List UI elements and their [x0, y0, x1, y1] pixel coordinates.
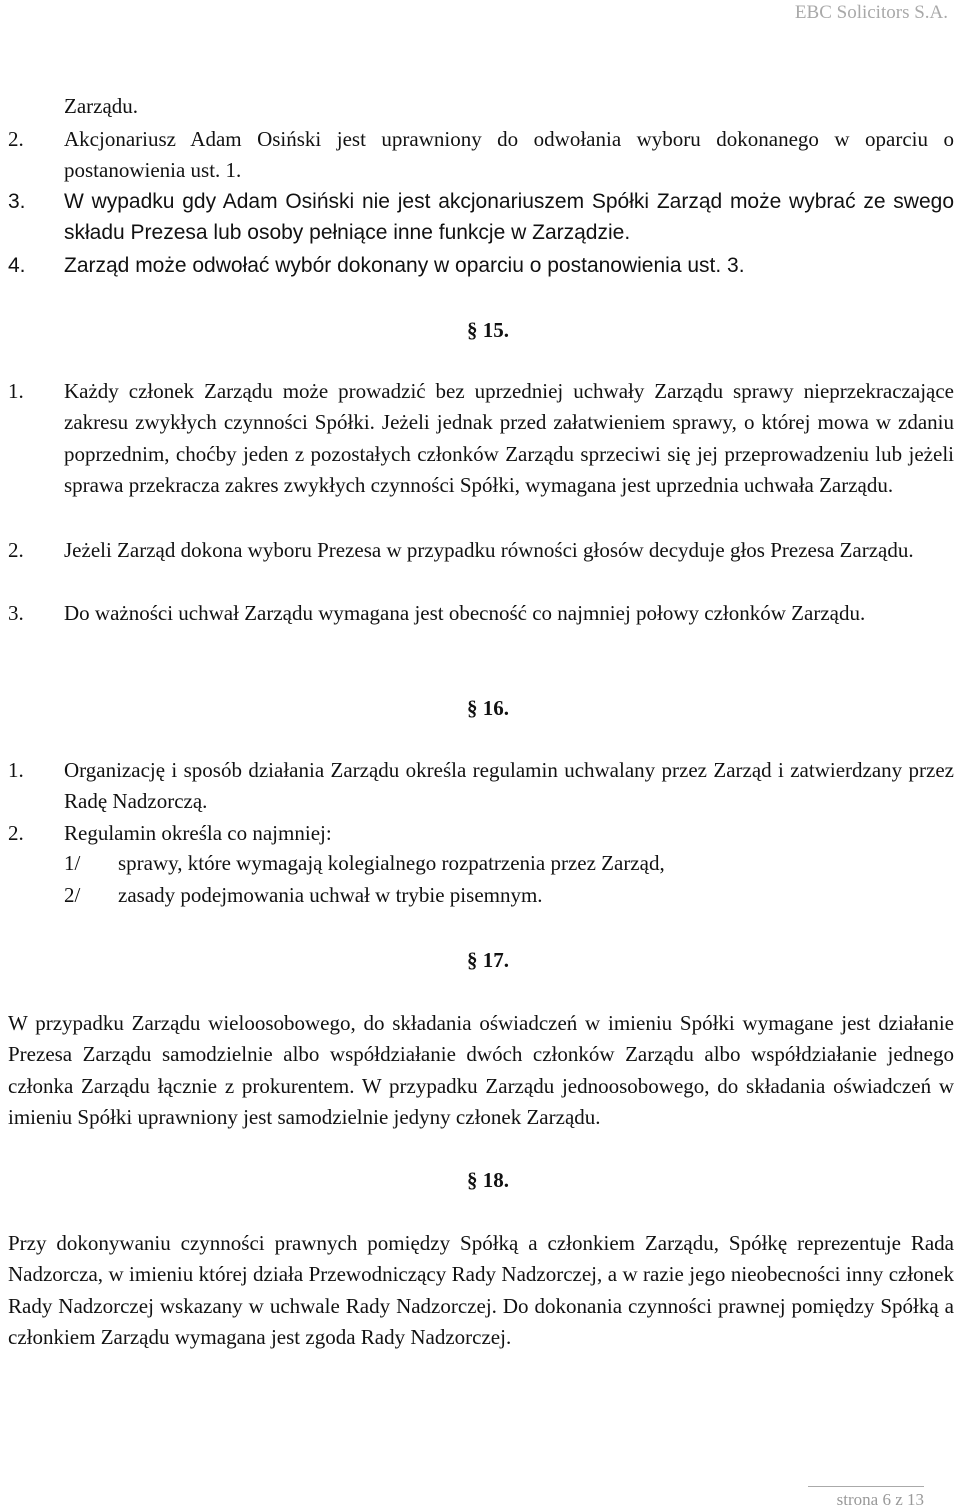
section-heading-15: § 15. — [467, 318, 509, 342]
item-text: Każdy członek Zarządu może prowadzić bez uprzedniej uchwały Zarządu sprawy nieprzekraczające zakresu zwykłych czynności Spółki. Jeżeli jednak przed załatwieniem sprawy, o której mowa w zdaniu poprzednim, choćby jeden z pozostałych członków Zarządu sprzeciwi się jej przeprowadzeniu lub jeżeli sprawa przekracza zakres zwykłych czynności Spółki, wymagana jest uprzednia uchwała Zarządu. — [64, 379, 954, 497]
item-text: Organizację i sposób działania Zarządu określa regulamin uchwalany przez Zarząd i zatwierdzany przez Radę Nadzorczą. — [64, 758, 954, 814]
list-item — [8, 818, 954, 849]
section-heading-16: § 16. — [467, 696, 509, 720]
sub-item-number: 2/ — [64, 883, 81, 907]
item-number: 2. — [8, 538, 24, 562]
footer-divider — [808, 1486, 924, 1487]
company-header: EBC Solicitors S.A. — [794, 2, 948, 23]
sub-item-number: 1/ — [64, 851, 81, 875]
item-number: 1. — [8, 379, 24, 403]
list-item — [8, 755, 954, 818]
item-text: Zarząd może odwołać wybór dokonany w oparciu o postanowienia ust. 3. — [64, 254, 745, 277]
item-number: 4. — [8, 254, 26, 277]
list-item — [8, 598, 954, 629]
item-text: Akcjonariusz Adam Osiński jest uprawniony do odwołania wyboru dokonanego w oparciu o postanowienia ust. 1. — [64, 127, 954, 183]
item-number: 3. — [8, 601, 24, 625]
section-heading-17: § 17. — [467, 948, 509, 972]
item-text: W wypadku gdy Adam Osiński nie jest akcjonariuszem Spółki Zarząd może wybrać ze swego składu Prezesa lub osoby pełniące inne funkcje w Zarządzie. — [64, 190, 954, 245]
sub-item-text: zasady podejmowania uchwał w trybie pisemnym. — [118, 883, 543, 907]
section-17-paragraph: W przypadku Zarządu wieloosobowego, do składania oświadczeń w imieniu Spółki wymagane jest działanie Prezesa Zarządu samodzielnie albo współdziałanie dwóch członków Zarządu albo współdziałanie jednego członka Zarządu łącznie z prokurentem. W przypadku Zarządu jednoosobowego, do składania oświadczeń w imieniu Spółki uprawniony jest samodzielnie jedyny członek Zarządu. — [8, 1011, 954, 1129]
item-number: 1. — [8, 758, 24, 782]
list-item — [8, 186, 954, 249]
list-item — [8, 124, 954, 187]
continuation-text: Zarządu. — [64, 94, 139, 118]
item-text: Regulamin określa co najmniej: — [64, 821, 332, 845]
item-text: Jeżeli Zarząd dokona wyboru Prezesa w przypadku równości głosów decyduje głos Prezesa Zarządu. — [64, 538, 914, 562]
list-item — [8, 376, 954, 501]
section-heading-18: § 18. — [467, 1168, 509, 1192]
item-number: 2. — [8, 127, 24, 151]
list-item — [8, 535, 954, 566]
section-18-paragraph: Przy dokonywaniu czynności prawnych pomiędzy Spółką a członkiem Zarządu, Spółkę reprezentuje Rada Nadzorcza, w imieniu której działa Przewodniczący Rady Nadzorczej, a w razie jego nieobecności inny członek Rady Nadzorczej wskazany w uchwale Rady Nadzorczej. Do dokonania czynności prawnej pomiędzy Spółką a członkiem Zarządu wymagana jest zgoda Rady Nadzorczej. — [8, 1231, 954, 1349]
item-number: 3. — [8, 190, 26, 213]
item-text: Do ważności uchwał Zarządu wymagana jest obecność co najmniej połowy członków Zarządu. — [64, 601, 866, 625]
page-number: strona 6 z 13 — [836, 1490, 924, 1509]
sub-item-text: sprawy, które wymagają kolegialnego rozpatrzenia przez Zarząd, — [118, 851, 665, 875]
list-item — [8, 250, 954, 281]
item-number: 2. — [8, 821, 24, 845]
